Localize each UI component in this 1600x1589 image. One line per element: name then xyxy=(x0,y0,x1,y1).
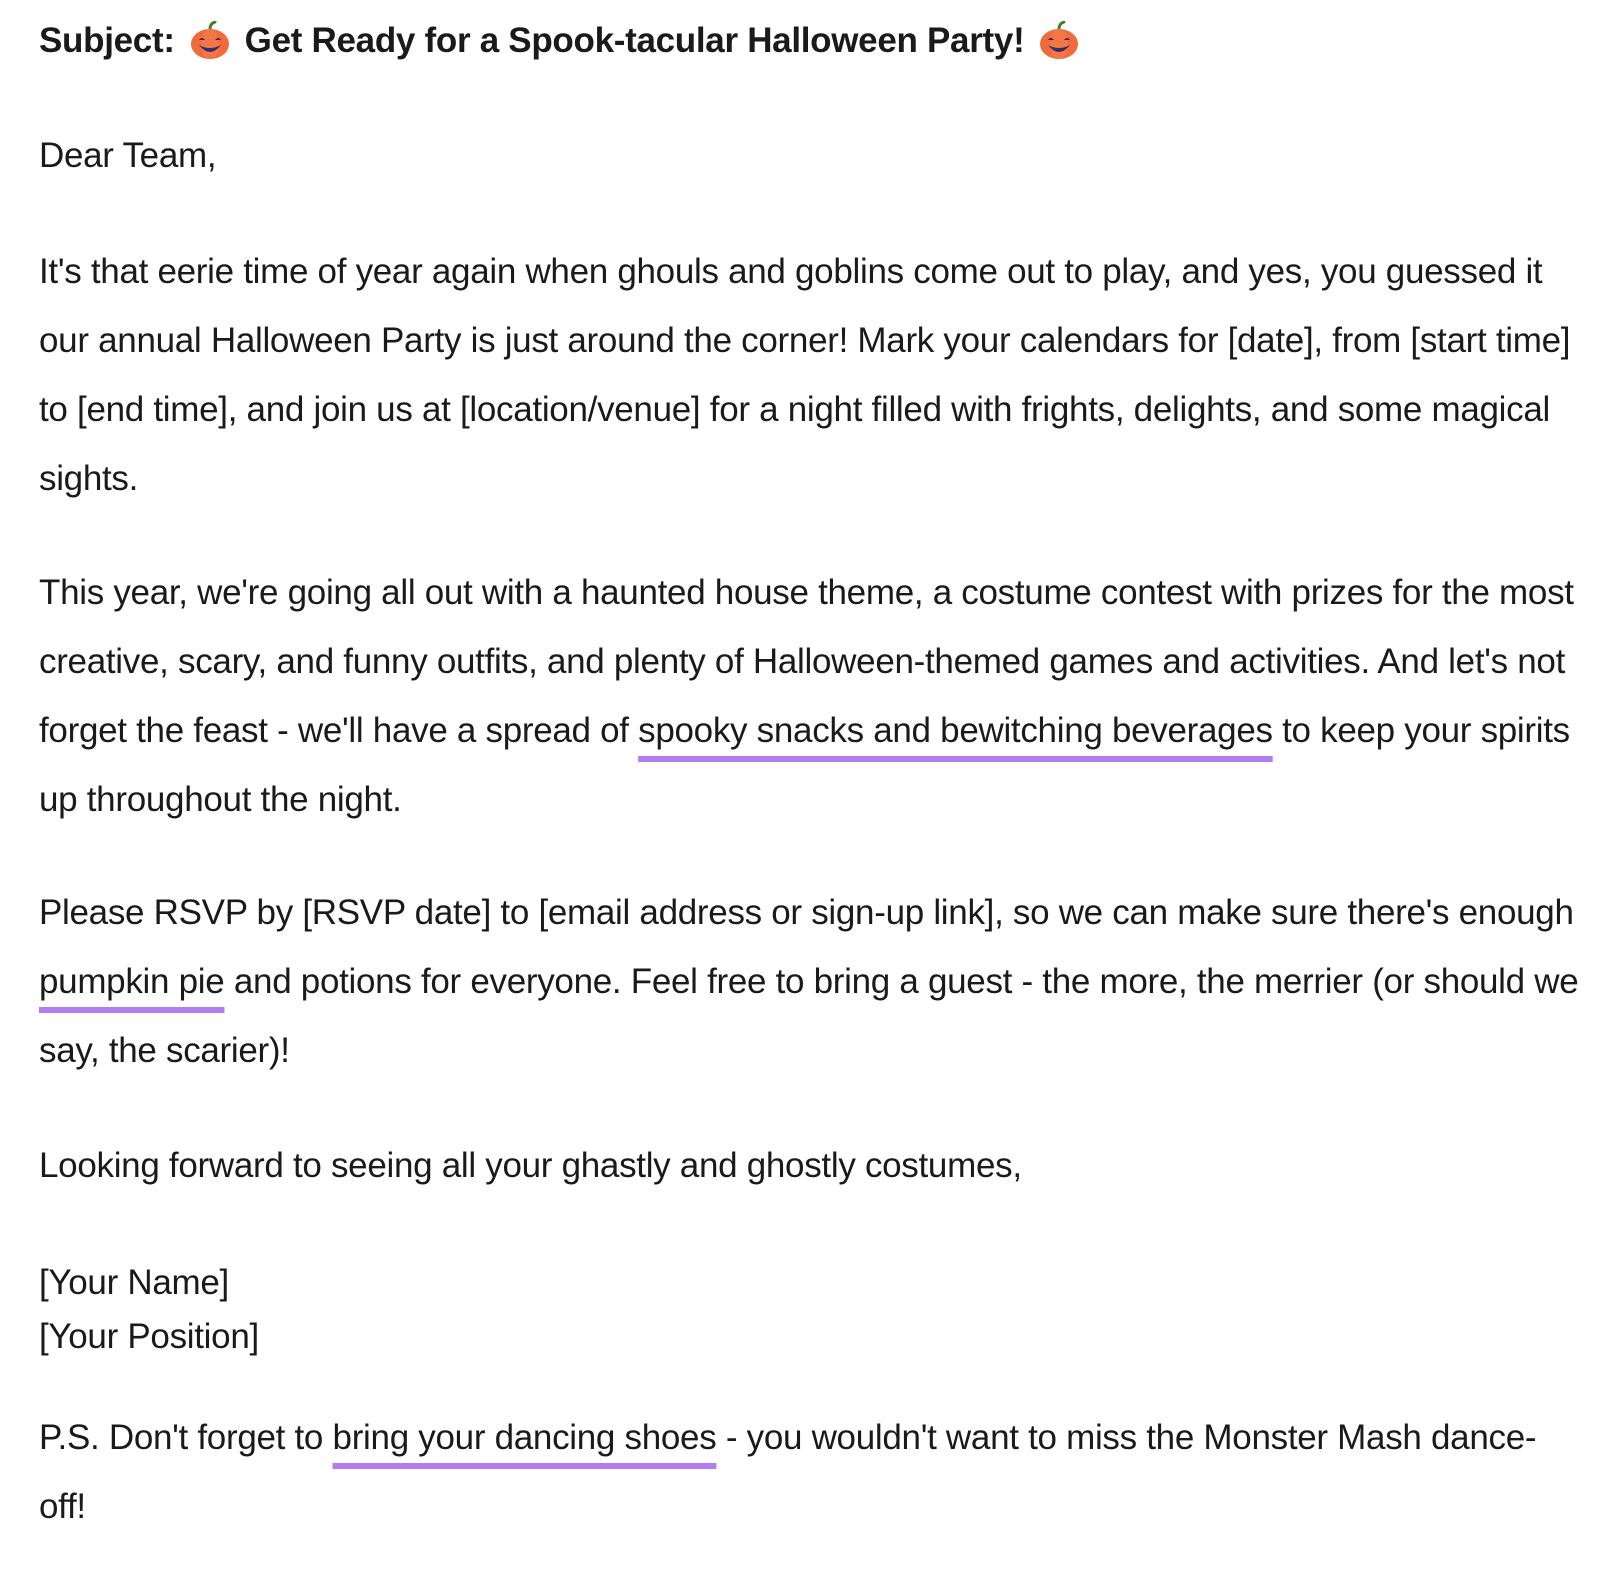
paragraph-activities xyxy=(39,558,1579,834)
highlighted-phrase: spooky snacks and bewitching beverages xyxy=(638,711,1273,750)
subject-label: Subject: xyxy=(39,21,175,60)
postscript xyxy=(39,1403,1579,1541)
signature-name: [Your Name] xyxy=(39,1263,229,1302)
greeting: Dear Team, xyxy=(39,136,217,175)
paragraph-rsvp xyxy=(39,878,1579,1085)
paragraph-text: P.S. Don't forget to xyxy=(39,1418,333,1457)
paragraph-intro: It's that eerie time of year again when ghouls and goblins come out to play, and yes, you guessed it our annual Halloween Party is just around the corner! Mark your calendars for [date], from [start time] to [end time], and join us at [location/venue] for a night filled with frights, delights, and some magical sights. xyxy=(39,252,1571,498)
jack-o-lantern-icon xyxy=(189,21,231,61)
highlighted-phrase: pumpkin pie xyxy=(39,962,225,1001)
paragraph-text: - you wouldn't want to miss the Monster Mash dance-off! xyxy=(39,1418,1537,1526)
paragraph-text: to keep your spirits up throughout the night. xyxy=(39,711,1570,819)
paragraph-text: This year, we're going all out with a haunted house theme, a costume contest with prizes for the most creative, scary, and funny outfits, and plenty of Halloween-themed games and activities. And let's not forget the feast - we'll have a spread of xyxy=(39,573,1574,750)
signature-position: [Your Position] xyxy=(39,1317,259,1356)
jack-o-lantern-icon xyxy=(1038,21,1080,61)
email-subject-line xyxy=(39,14,1080,68)
subject-title: Get Ready for a Spook-tacular Halloween Party! xyxy=(244,21,1025,60)
paragraph-text: and potions for everyone. Feel free to bring a guest - the more, the merrier (or should we say, the scarier)! xyxy=(39,962,1579,1070)
closing-line: Looking forward to seeing all your ghastly and ghostly costumes, xyxy=(39,1146,1022,1185)
paragraph-text: Please RSVP by [RSVP date] to [email address or sign-up link], so we can make sure there's enough xyxy=(39,893,1574,932)
highlighted-phrase: bring your dancing shoes xyxy=(332,1418,717,1457)
